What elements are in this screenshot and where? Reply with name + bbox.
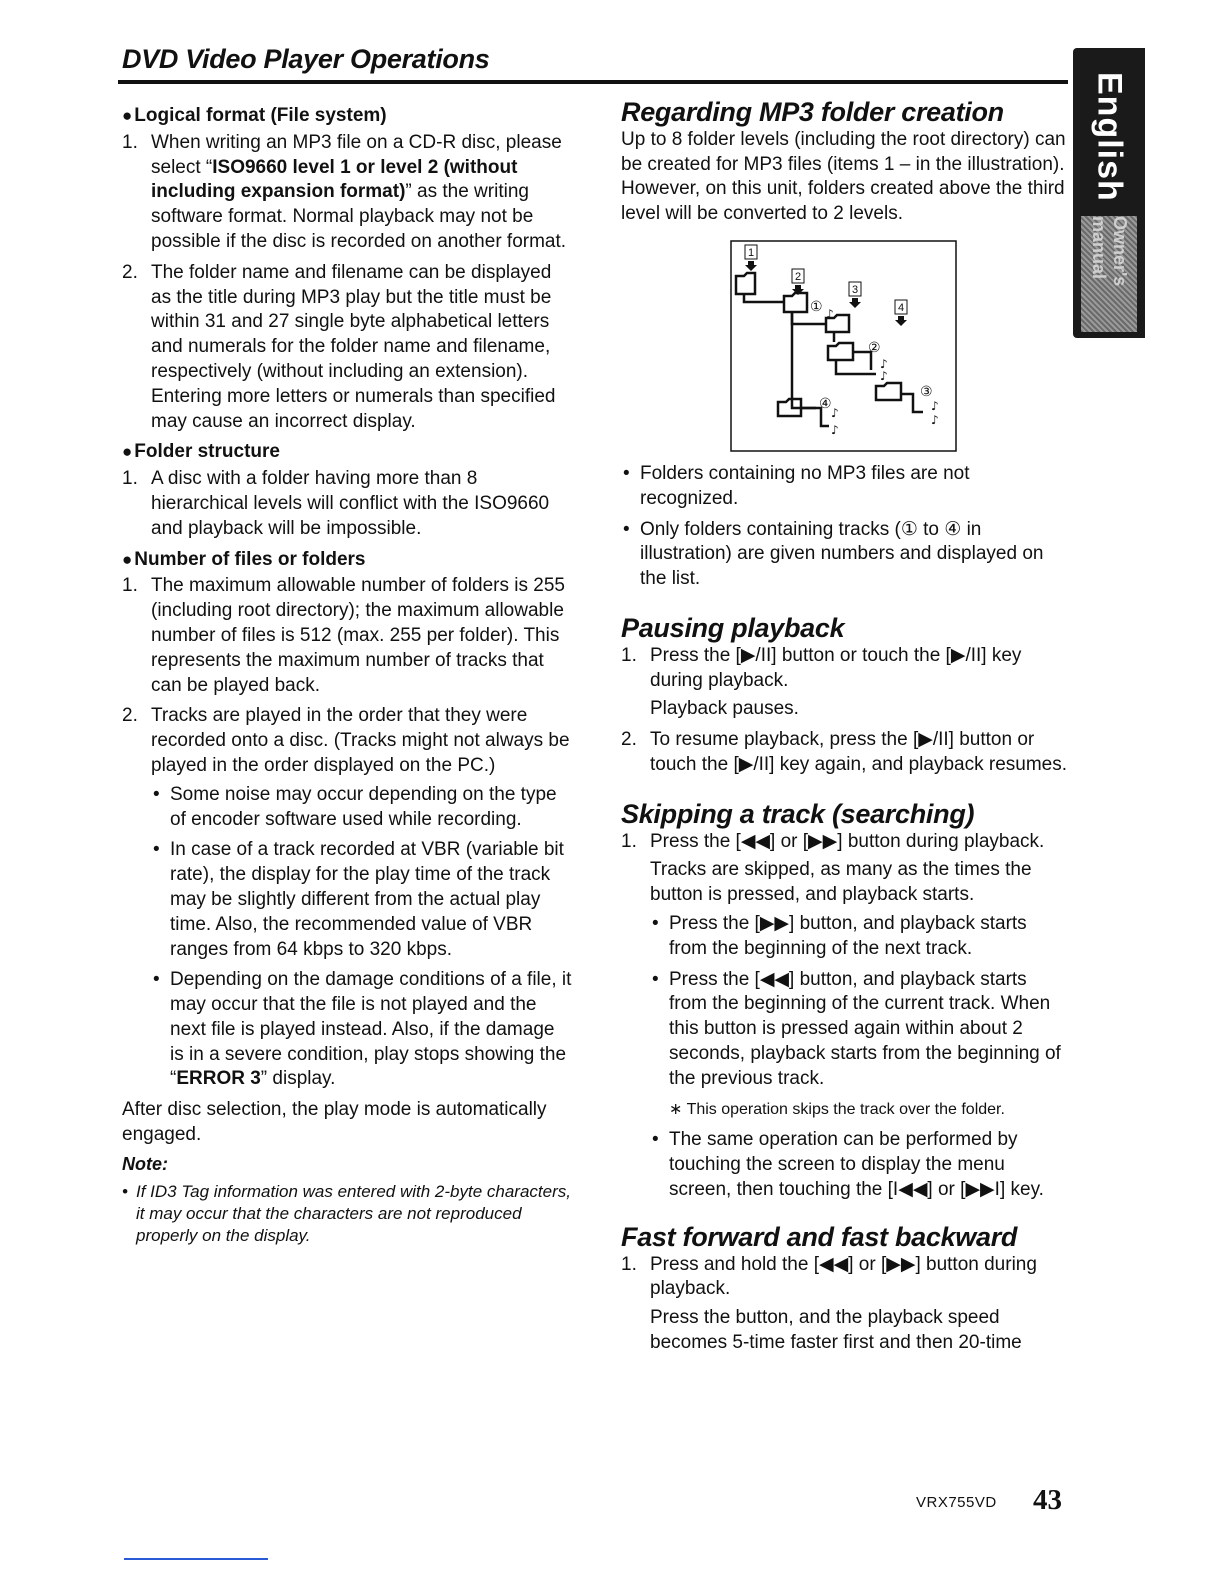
- item-text: A disc with a folder having more than 8 hierarchical levels will conflict with the ISO9660 and playback will be impossible.: [151, 468, 550, 539]
- item-text: Press the [◀◀] or [▶▶] button during playback.: [650, 830, 1045, 852]
- footer-model: VRX755VD: [916, 1494, 997, 1511]
- footer-line: [124, 1558, 268, 1560]
- item-text-post: ” as the writing software format. Normal playback may not be possible if the disc is recorded on another format.: [151, 181, 567, 252]
- music-note-icon: ♪: [831, 405, 839, 420]
- fast-forward-list: [621, 1253, 1068, 1356]
- arrow-icon: [849, 298, 861, 308]
- list-item: [621, 1253, 1068, 1356]
- item-number: 2.: [122, 705, 138, 727]
- list-item: [621, 728, 1068, 778]
- folder-icon: [876, 383, 901, 400]
- item-number: 2.: [122, 261, 138, 283]
- mp3-folder-paragraph: Up to 8 folder levels (including the root directory) can be created for MP3 files (items 1 – in the illustration). However, on this unit, folders created above the third level will be converted to 2 levels.: [621, 128, 1066, 225]
- item-number: 1.: [122, 131, 138, 153]
- music-note-icon: ♪: [931, 412, 939, 427]
- item-number: 1.: [621, 644, 637, 666]
- bullet-item: • Press the [◀◀] button, and playback starts from the beginning of the current track. When this button is pressed again within about 2 seconds, playback starts from the beginning of the previous track.: [650, 968, 1068, 1092]
- folder-hierarchy-svg: [730, 240, 957, 452]
- arrow-icon: [745, 261, 757, 271]
- folder-hierarchy-diagram: [730, 240, 957, 452]
- bullet-list: [650, 1128, 1068, 1202]
- bullet-item: • The same operation can be performed by touching the screen to display the menu screen, then touching the [I◀◀] or [▶▶I] key.: [650, 1128, 1068, 1202]
- item-number: 1.: [621, 1253, 637, 1275]
- logical-format-heading: ● Logical format (File system): [122, 104, 572, 129]
- bullet-list: [650, 912, 1068, 1092]
- note-label: Note:: [122, 1153, 168, 1174]
- level-label: 3: [852, 283, 859, 296]
- side-tab-owners-manual: Owner's manual: [1081, 216, 1137, 332]
- number-of-files-list: [122, 574, 572, 1092]
- track-label: ③: [920, 382, 933, 399]
- list-item: [122, 704, 572, 1092]
- list-item: [122, 131, 572, 255]
- item-number: 2.: [621, 729, 637, 751]
- bullet-item: [151, 968, 572, 1092]
- track-label: ④: [819, 394, 832, 411]
- item-text: To resume playback, press the [▶/II] button or touch the [▶/II] key again, and playback resumes.: [650, 729, 1068, 775]
- title-rule: [118, 80, 1068, 84]
- item-text: Press and hold the [◀◀] or [▶▶] button during playback.: [650, 1253, 1037, 1300]
- music-note-icon: ♪: [931, 398, 939, 413]
- folder-icon: [736, 273, 755, 294]
- bullet-item: • Some noise may occur depending on the type of encoder software used while recording.: [151, 783, 572, 833]
- bullet-item: • In case of a track recorded at VBR (variable bit rate), the display for the play time of the track may be slightly different from the actual play time. Also, the recommended value of VBR ranges from 64 kbps to 320 kbps.: [151, 838, 572, 962]
- music-note-icon: ♪: [831, 422, 839, 437]
- skipping-list: [621, 830, 1068, 1203]
- level-label: 1: [748, 246, 755, 259]
- music-note-icon: ♪: [880, 356, 888, 371]
- item-text-bold: ISO9660 level 1 or level 2 (without including expansion format): [151, 156, 518, 203]
- fast-forward-heading: Fast forward and fast backward: [621, 1221, 1018, 1252]
- folder-structure-list: [122, 467, 572, 541]
- pausing-list: [621, 644, 1068, 778]
- bullet-text-pre: Depending on the damage conditions of a file, it may occur that the file is not played and the next file is played instead. Also, if the damage is in a severe condition, play stops showing the “: [170, 969, 572, 1090]
- star-note: ∗ This operation skips the track over the folder.: [669, 1100, 1005, 1118]
- bullet-item: • Only folders containing tracks (① to ④ in illustration) are given numbers and displayed on the list.: [621, 518, 1068, 592]
- left-column: [122, 100, 572, 1249]
- folder-icon: [784, 293, 807, 312]
- side-tab-language: English: [1090, 72, 1129, 202]
- list-item: [122, 574, 572, 698]
- folder-structure-heading: ● Folder structure: [122, 440, 572, 465]
- mp3-folder-heading: Regarding MP3 folder creation: [621, 97, 1004, 127]
- level-label: 4: [898, 301, 905, 314]
- list-item: [122, 261, 572, 435]
- item-number: 1.: [122, 468, 138, 490]
- list-item: [122, 467, 572, 541]
- list-item: [621, 830, 1068, 1203]
- item-subtext: Press the button, and the playback speed becomes 5-time faster first and then 20-time: [650, 1307, 1022, 1353]
- track-label: ①: [810, 297, 823, 314]
- item-text: Tracks are played in the order that they were recorded onto a disc. (Tracks might not always be played in the order displayed on the PC.): [151, 705, 570, 776]
- skipping-heading: Skipping a track (searching): [621, 798, 975, 829]
- item-subtext: Playback pauses.: [650, 698, 799, 720]
- right-column: [621, 97, 1068, 1362]
- note-item: • If ID3 Tag information was entered with 2-byte characters, it may occur that the characters are not reproduced properly on the display.: [122, 1181, 572, 1247]
- music-note-icon: ♪: [880, 368, 888, 383]
- bullet-text-post: ” display.: [260, 1068, 336, 1090]
- page-number: 43: [1033, 1484, 1062, 1516]
- item-text: Press the [▶/II] button or touch the [▶/II] key during playback.: [650, 644, 1022, 691]
- item-text: The folder name and filename can be displayed as the title during MP3 play but the title must be within 31 and 27 single byte alphabetical letters and numerals for the folder name and filename, respectively (without including an extension). Entering more letters or numerals than specified may cause an incorrect display.: [151, 261, 556, 432]
- number-of-files-heading: ● Number of files or folders: [122, 548, 572, 573]
- logical-format-list: [122, 131, 572, 435]
- music-note-icon: ♪: [826, 306, 834, 321]
- item-number: 1.: [122, 575, 138, 597]
- bullet-text-bold: ERROR 3: [176, 1068, 261, 1090]
- mp3-folder-bullets: [621, 462, 1068, 592]
- bullet-item: • Press the [▶▶] button, and playback starts from the beginning of the next track.: [650, 912, 1068, 962]
- item-number: 1.: [621, 830, 637, 852]
- item-text: The maximum allowable number of folders is 255 (including root directory); the maximum allowable number of files is 512 (max. 255 per folder). This represents the maximum number of tracks that can be played back.: [151, 575, 565, 696]
- bullet-item: • Folders containing no MP3 files are not recognized.: [621, 462, 1068, 512]
- note-list: [122, 1181, 572, 1247]
- arrow-icon: [895, 316, 907, 326]
- page-title: DVD Video Player Operations: [122, 44, 490, 74]
- pausing-heading: Pausing playback: [621, 612, 845, 643]
- list-item: [621, 644, 1068, 722]
- track-label: ②: [868, 338, 881, 355]
- item-text-pre: When writing an MP3 file on a CD-R disc, please select “: [151, 131, 562, 178]
- bullet-list: [151, 783, 572, 1093]
- level-label: 2: [795, 270, 802, 283]
- after-disc-selection-text: After disc selection, the play mode is automatically engaged.: [122, 1099, 547, 1146]
- folder-icon: [828, 343, 853, 360]
- item-subtext: Tracks are skipped, as many as the times the button is pressed, and playback starts.: [650, 859, 1032, 906]
- side-tab: [1073, 48, 1145, 338]
